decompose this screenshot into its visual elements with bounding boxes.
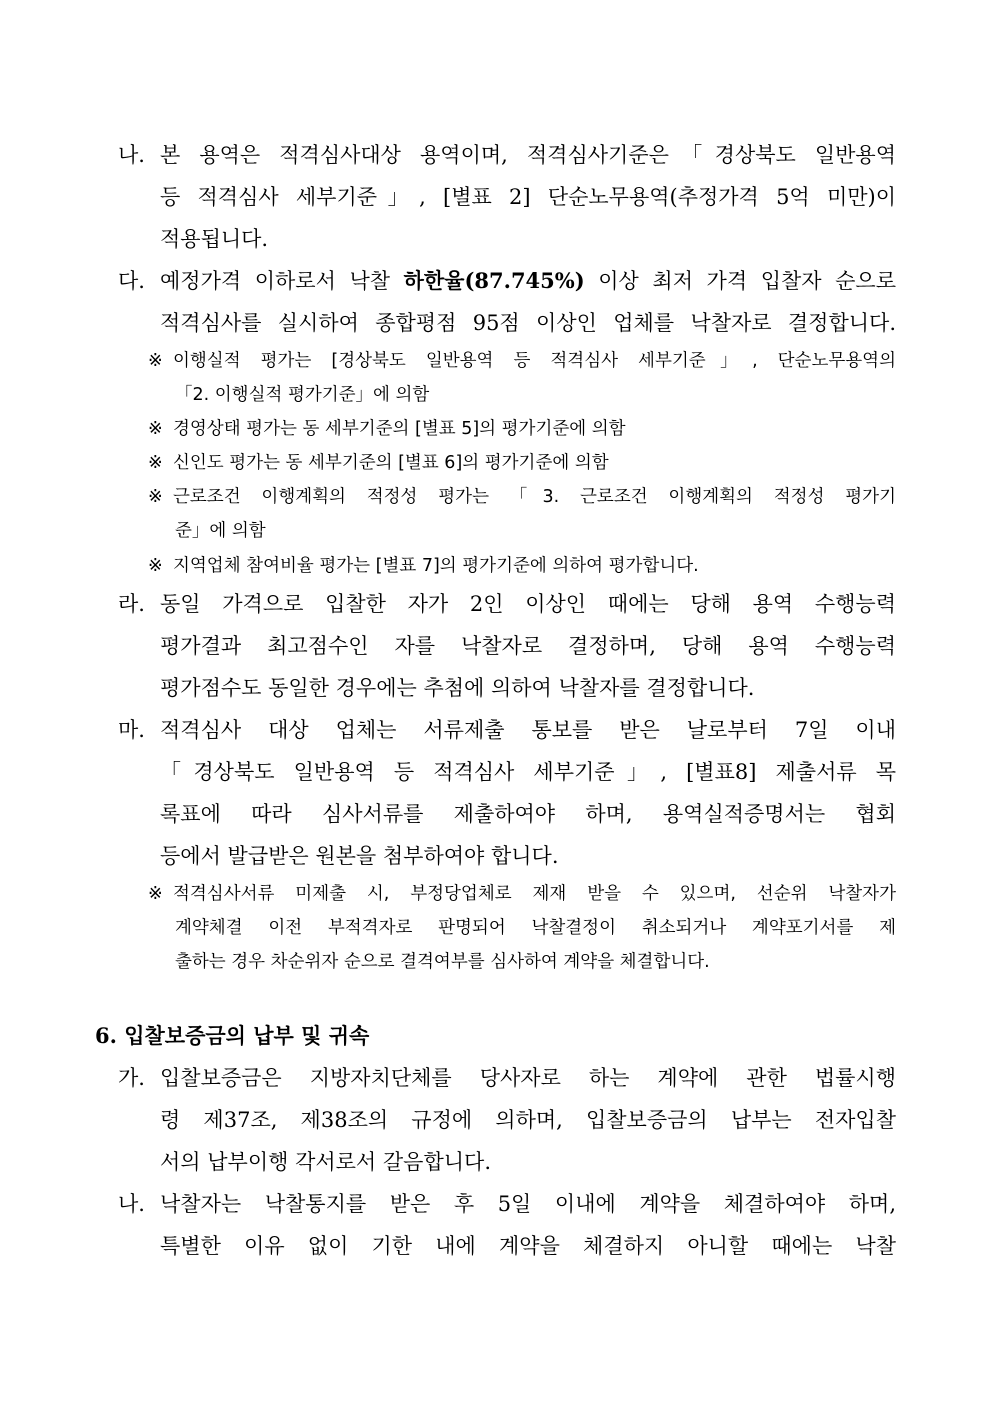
note-marker: ※ [148,884,163,904]
clause-line: 낙찰자는 낙찰통지를 받은 후 5일 이내에 계약을 체결하여야 하며, [160,1192,896,1216]
clause-marker: 가. [118,1066,145,1090]
clause-line: 등에서 발급받은 원본을 첨부하여야 합니다. [160,844,559,868]
clause-line: 등 적격심사 세부기준」, [별표 2] 단순노무용역(추정가격 5억 미만)이 [160,185,896,209]
note-line: 준」에 의함 [175,521,266,541]
note-marker: ※ [148,351,163,371]
note-line: 신인도 평가는 동 세부기준의 [별표 6]의 평가기준에 의함 [173,453,609,473]
note-marker: ※ [148,453,163,473]
clause-line: 적격심사 대상 업체는 서류제출 통보를 받은 날로부터 7일 이내 [160,718,896,742]
clause-text: 예정가격 이하로서 낙찰 [160,269,404,293]
note-line: 이행실적 평가는 [경상북도 일반용역 등 적격심사 세부기준」, 단순노무용역의 [173,351,896,371]
clause-line: 적격심사를 실시하여 종합평점 95점 이상인 업체를 낙찰자로 결정합니다. [160,311,896,335]
lower-limit-rate: 하한율(87.745%) [403,268,585,293]
clause-line: 록표에 따라 심사서류를 제출하여야 하며, 용역실적증명서는 협회 [160,802,896,826]
clause-marker: 다. [118,269,145,293]
note-line: 계약체결 이전 부적격자로 판명되어 낙찰결정이 취소되거나 계약포기서를 제 [175,918,896,938]
clause-line: 서의 납부이행 각서로서 갈음합니다. [160,1150,491,1174]
clause-marker: 마. [118,718,145,742]
clause-line: 평가점수도 동일한 경우에는 추첨에 의하여 낙찰자를 결정합니다. [160,676,755,700]
section-heading: 6. 입찰보증금의 납부 및 귀속 [95,1023,370,1048]
clause-line: 입찰보증금은 지방자치단체를 당사자로 하는 계약에 관한 법률시행 [160,1066,896,1090]
clause-line: 령 제37조, 제38조의 규정에 의하며, 입찰보증금의 납부는 전자입찰 [160,1108,896,1132]
clause-line: 평가결과 최고점수인 자를 낙찰자로 결정하며, 당해 용역 수행능력 [160,634,896,658]
clause-line: 본 용역은 적격심사대상 용역이며, 적격심사기준은「경상북도 일반용역 [160,143,896,167]
note-marker: ※ [148,419,163,439]
note-line: 경영상태 평가는 동 세부기준의 [별표 5]의 평가기준에 의함 [173,419,626,439]
note-marker: ※ [148,556,163,576]
note-line: 적격심사서류 미제출 시, 부정당업체로 제재 받을 수 있으며, 선순위 낙찰자가 [173,884,896,904]
note-line: 지역업체 참여비율 평가는 [별표 7]의 평가기준에 의하여 평가합니다. [173,556,699,576]
clause-line: 동일 가격으로 입찰한 자가 2인 이상인 때에는 당해 용역 수행능력 [160,592,896,616]
clause-line [160,260,896,302]
clause-line: 「경상북도 일반용역 등 적격심사 세부기준」, [별표8] 제출서류 목 [160,760,896,784]
clause-marker: 라. [118,592,145,616]
clause-marker: 나. [118,143,145,167]
note-line: 「2. 이행실적 평가기준」에 의함 [175,385,430,405]
note-marker: ※ [148,487,163,507]
note-line: 출하는 경우 차순위자 순으로 결격여부를 심사하여 계약을 체결합니다. [175,952,710,972]
clause-marker: 나. [118,1192,145,1216]
note-line: 근로조건 이행계획의 적정성 평가는 「3. 근로조건 이행계획의 적정성 평가기 [173,487,896,507]
clause-line: 특별한 이유 없이 기한 내에 계약을 체결하지 아니할 때에는 낙찰 [160,1234,896,1258]
clause-text: 이상 최저 가격 입찰자 순으로 [584,269,896,293]
clause-line: 적용됩니다. [160,227,269,251]
